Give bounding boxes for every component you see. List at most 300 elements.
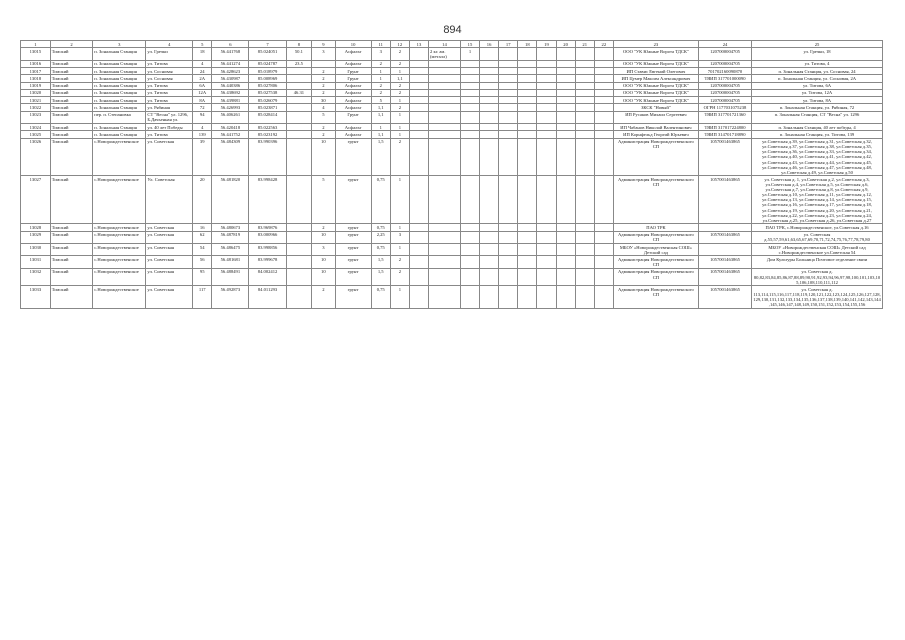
cell-id: 13020 <box>21 89 51 96</box>
cell-c12: 2 <box>390 268 409 285</box>
table-row <box>21 286 883 309</box>
cell-c11: 2 <box>371 60 390 67</box>
cell-lat: 56.430987 <box>212 75 249 82</box>
cell-c13 <box>409 75 428 82</box>
cell-house: 20 <box>193 176 212 224</box>
cell-empty <box>556 138 575 176</box>
cell-c12: 1 <box>390 124 409 131</box>
cell-id: 13031 <box>21 256 51 268</box>
cell-empty <box>499 111 518 123</box>
cell-c12: 2 <box>390 89 409 96</box>
cell-inn: 1057001463865 <box>698 256 751 268</box>
cell-c14 <box>429 111 461 123</box>
cell-empty <box>556 82 575 89</box>
cell-inn: 1057001463865 <box>698 176 751 224</box>
column-number: 15 <box>460 41 479 48</box>
cell-id: 13016 <box>21 60 51 67</box>
cell-surface: Асфальт <box>335 104 371 111</box>
column-number: 24 <box>698 41 751 48</box>
cell-id: 13030 <box>21 244 51 256</box>
table-row <box>21 67 883 74</box>
table-row <box>21 176 883 224</box>
cell-street: ул. Титова <box>146 82 193 89</box>
cell-id: 13022 <box>21 104 51 111</box>
cell-note: ул. Советская д.55,57,59,61,63,65,67,69,70,71,72,74,75,76,77,78,79,80 <box>752 231 883 243</box>
cell-c11: 1,1 <box>371 111 390 123</box>
cell-surface: грунт <box>335 256 371 268</box>
cell-c14 <box>429 256 461 268</box>
cell-lat: 56.488491 <box>212 268 249 285</box>
cell-empty <box>499 224 518 231</box>
cell-empty <box>537 176 556 224</box>
cell-empty <box>537 138 556 176</box>
cell-owner: ПАО ТРК <box>613 224 698 231</box>
cell-c13 <box>409 224 428 231</box>
table-row <box>21 111 883 123</box>
cell-district: Томский <box>50 256 93 268</box>
cell-c11: 1 <box>371 67 390 74</box>
cell-lat: 56.481681 <box>212 256 249 268</box>
cell-c14: 2 кг. ам. (металл) <box>429 48 461 60</box>
cell-lat: 56.426993 <box>212 104 249 111</box>
cell-inn: 1207000004705 <box>698 89 751 96</box>
cell-c11: 2 <box>371 89 390 96</box>
cell-mid: 3 <box>312 244 335 256</box>
cell-empty <box>537 224 556 231</box>
cell-mid: 5 <box>312 176 335 224</box>
cell-empty <box>575 89 594 96</box>
cell-empty <box>480 67 499 74</box>
cell-area <box>286 268 312 285</box>
cell-settlement: п. Зональная Станция <box>93 89 146 96</box>
cell-settlement: с.Новорождественское <box>93 286 146 309</box>
table-row <box>21 48 883 60</box>
cell-empty <box>480 124 499 131</box>
cell-empty <box>556 268 575 285</box>
cell-area <box>286 256 312 268</box>
cell-mid: 10 <box>312 138 335 176</box>
cell-c14 <box>429 97 461 104</box>
cell-empty <box>594 256 613 268</box>
cell-surface: грунт <box>335 231 371 243</box>
cell-c13 <box>409 256 428 268</box>
cell-empty <box>537 67 556 74</box>
cell-mid: 2 <box>312 124 335 131</box>
cell-empty <box>556 111 575 123</box>
cell-empty <box>499 138 518 176</box>
table-row <box>21 256 883 268</box>
cell-street: ул. Титова <box>146 60 193 67</box>
cell-inn <box>698 244 751 256</box>
cell-house: 16 <box>193 224 212 231</box>
column-number: 21 <box>575 41 594 48</box>
cell-empty <box>575 82 594 89</box>
cell-empty <box>575 104 594 111</box>
cell-owner: ИП Русаков Михаил Сергеевич <box>613 111 698 123</box>
cell-area: 46.31 <box>286 89 312 96</box>
cell-lon: 84.002412 <box>249 268 286 285</box>
cell-note: п. Зональная Станция, 40 лет победы, 4 <box>752 124 883 131</box>
column-number: 11 <box>371 41 390 48</box>
cell-c14 <box>429 104 461 111</box>
cell-lon: 83.999678 <box>249 256 286 268</box>
cell-surface: грунт <box>335 224 371 231</box>
column-number: 19 <box>537 41 556 48</box>
cell-inn: 1057001463865 <box>698 268 751 285</box>
cell-empty <box>499 124 518 131</box>
cell-mid: 2 <box>312 67 335 74</box>
cell-c13 <box>409 286 428 309</box>
cell-id: 13019 <box>21 82 51 89</box>
cell-empty <box>499 131 518 138</box>
cell-empty <box>518 111 537 123</box>
column-number: 13 <box>409 41 428 48</box>
cell-district: Томский <box>50 111 93 123</box>
cell-surface: Грунт <box>335 67 371 74</box>
column-number: 2 <box>50 41 93 48</box>
cell-lat: 56.441752 <box>212 131 249 138</box>
cell-empty <box>575 268 594 285</box>
cell-area <box>286 231 312 243</box>
column-number: 17 <box>499 41 518 48</box>
cell-note: ул. Гречки, 18 <box>752 48 883 60</box>
table-row <box>21 268 883 285</box>
cell-lon: 85.027538 <box>249 89 286 96</box>
cell-empty <box>556 89 575 96</box>
cell-owner: Администрация Новорождественского СП <box>613 256 698 268</box>
cell-area <box>286 104 312 111</box>
cell-id: 13017 <box>21 67 51 74</box>
column-number: 5 <box>193 41 212 48</box>
cell-c11: 3 <box>371 48 390 60</box>
column-number: 10 <box>335 41 371 48</box>
cell-c11: 1 <box>371 75 390 82</box>
cell-c13 <box>409 48 428 60</box>
cell-settlement: с.Новорождественское <box>93 268 146 285</box>
cell-id: 13028 <box>21 224 51 231</box>
cell-owner: ИП Цумер Максим Александрович <box>613 75 698 82</box>
cell-empty <box>594 124 613 131</box>
cell-house: 4 <box>193 124 212 131</box>
cell-c11: 1,5 <box>371 256 390 268</box>
cell-empty <box>518 97 537 104</box>
cell-empty <box>480 75 499 82</box>
cell-c15 <box>460 231 479 243</box>
cell-c12: 1 <box>390 176 409 224</box>
cell-empty <box>499 176 518 224</box>
cell-surface: Асфальт <box>335 124 371 131</box>
cell-mid: 10 <box>312 256 335 268</box>
cell-empty <box>518 244 537 256</box>
cell-empty <box>594 60 613 67</box>
cell-empty <box>480 111 499 123</box>
cell-owner: Администрация Новорождественского СП <box>613 176 698 224</box>
cell-c13 <box>409 89 428 96</box>
table-row <box>21 82 883 89</box>
cell-lat: 56.440386 <box>212 82 249 89</box>
cell-empty <box>594 231 613 243</box>
cell-empty <box>480 89 499 96</box>
cell-empty <box>594 104 613 111</box>
cell-district: Томский <box>50 244 93 256</box>
cell-settlement: с.Новорождественское <box>93 224 146 231</box>
cell-inn: 1057001463865 <box>698 286 751 309</box>
cell-inn: ТЯИП 317017224800 <box>698 124 751 131</box>
cell-c11: 1,5 <box>371 138 390 176</box>
cell-inn: 1207000004705 <box>698 97 751 104</box>
cell-empty <box>480 224 499 231</box>
cell-c13 <box>409 131 428 138</box>
cell-area <box>286 67 312 74</box>
cell-area <box>286 111 312 123</box>
cell-id: 13026 <box>21 138 51 176</box>
cell-surface: Грунт <box>335 111 371 123</box>
cell-lon: 85.023871 <box>249 104 286 111</box>
cell-c12: 1 <box>390 244 409 256</box>
cell-house: 2А <box>193 75 212 82</box>
cell-empty <box>594 286 613 309</box>
cell-house: 95 <box>193 268 212 285</box>
cell-note: п. Зональная Станция, ул. Сосновая, 24 <box>752 67 883 74</box>
cell-empty <box>518 224 537 231</box>
cell-empty <box>575 224 594 231</box>
cell-inn: 1207000004705 <box>698 60 751 67</box>
cell-lat: 56.487819 <box>212 231 249 243</box>
cell-empty <box>518 82 537 89</box>
cell-c14 <box>429 75 461 82</box>
cell-c12: 1 <box>390 97 409 104</box>
cell-note: ул. Советская д. 113,114,115,116,117,118,119,120,121,122,123,124,125,126,127,128,129,130,131,132,133,134,135,136,137,138,139,140,141,142,143,144,145,146,147,148,149,150,151,152,153,154,155,156 <box>753 286 881 308</box>
cell-empty <box>537 286 556 309</box>
cell-c11: 0,75 <box>371 244 390 256</box>
cell-empty <box>594 97 613 104</box>
cell-owner: Администрация Новорождественского СП <box>613 268 698 285</box>
cell-empty <box>518 176 537 224</box>
cell-note: ул. Титова, 4 <box>752 60 883 67</box>
cell-lon: 84.011293 <box>249 286 286 309</box>
cell-lon: 85.024051 <box>249 48 286 60</box>
cell-c14 <box>429 131 461 138</box>
cell-empty <box>594 111 613 123</box>
cell-c12: 2 <box>390 256 409 268</box>
cell-empty <box>537 268 556 285</box>
cell-district: Томский <box>50 224 93 231</box>
cell-note: ул. Советская д. 80,82,83,84,85,86,87,88,89,90,91,92,93,94,96,97,98,100,101,103,105,106,108,110,111,112 <box>752 268 883 285</box>
cell-empty <box>518 131 537 138</box>
column-number: 25 <box>752 41 883 48</box>
cell-c14 <box>429 268 461 285</box>
cell-empty <box>499 67 518 74</box>
cell-area <box>286 97 312 104</box>
cell-note: п. Зональная Станция, ул. Сосновая, 2А <box>752 75 883 82</box>
cell-c13 <box>409 97 428 104</box>
cell-empty <box>518 231 537 243</box>
cell-empty <box>575 231 594 243</box>
cell-street: ул. Советская <box>146 256 193 268</box>
cell-empty <box>480 82 499 89</box>
cell-inn <box>698 224 751 231</box>
cell-street: ул. Советская <box>146 244 193 256</box>
cell-empty <box>537 111 556 123</box>
cell-lat: 56.441274 <box>212 60 249 67</box>
cell-c13 <box>409 60 428 67</box>
cell-empty <box>537 244 556 256</box>
cell-area <box>286 131 312 138</box>
cell-empty <box>499 75 518 82</box>
cell-c13 <box>409 82 428 89</box>
cell-lon: 85.027806 <box>249 82 286 89</box>
column-number: 3 <box>93 41 146 48</box>
column-number: 12 <box>390 41 409 48</box>
cell-street: ул. Рябиная <box>146 104 193 111</box>
cell-c14 <box>429 231 461 243</box>
cell-note: ул. Титова, 12А <box>752 89 883 96</box>
cell-c14 <box>429 67 461 74</box>
cell-c11: 0,75 <box>371 286 390 309</box>
cell-mid: 2 <box>312 131 335 138</box>
cell-house: 39 <box>193 138 212 176</box>
cell-c11: 1,1 <box>371 131 390 138</box>
cell-settlement: п. Зональная Станция <box>93 48 146 60</box>
cell-area <box>286 82 312 89</box>
cell-empty <box>499 286 518 309</box>
cell-c12: 2 <box>390 60 409 67</box>
cell-district: Томский <box>50 67 93 74</box>
cell-area: 50.1 <box>286 48 312 60</box>
cell-empty <box>518 48 537 60</box>
cell-mid: 5 <box>312 111 335 123</box>
cell-street: СТ "Весна" ул. 1296, Б.Дачьенная ул. <box>146 111 193 123</box>
cell-district: Томский <box>50 231 93 243</box>
cell-mid: 2 <box>312 89 335 96</box>
cell-surface: Асфальт <box>335 89 371 96</box>
cell-note: п. Зональная Станция, ул. Титова, 139 <box>752 131 883 138</box>
cell-empty <box>594 138 613 176</box>
cell-settlement: с.Новорождественское <box>93 138 146 176</box>
cell-empty <box>499 231 518 243</box>
cell-c14 <box>429 60 461 67</box>
cell-c15 <box>460 176 479 224</box>
cell-c14 <box>429 176 461 224</box>
cell-inn: ОГРН 1177031075238 <box>698 104 751 111</box>
cell-c14 <box>429 124 461 131</box>
cell-settlement: п. Зональная Станция <box>93 60 146 67</box>
cell-owner: Администрация Новорождественского СП <box>613 231 698 243</box>
cell-street: Ул. Советская <box>146 176 193 224</box>
cell-c11: 1,1 <box>371 104 390 111</box>
cell-street: ул. Советская <box>146 224 193 231</box>
column-number: 6 <box>212 41 249 48</box>
cell-lon: 83.998428 <box>249 176 286 224</box>
cell-c13 <box>409 244 428 256</box>
cell-surface: Асфальт <box>335 97 371 104</box>
cell-surface: Грунт <box>335 75 371 82</box>
cell-house: 72 <box>193 104 212 111</box>
cell-lon: 85.026079 <box>249 97 286 104</box>
cell-empty <box>537 256 556 268</box>
cell-lat: 56.441768 <box>212 48 249 60</box>
cell-district: Томский <box>50 60 93 67</box>
cell-c12: 2 <box>390 48 409 60</box>
cell-house: 94 <box>193 111 212 123</box>
cell-empty <box>575 138 594 176</box>
cell-mid: 2 <box>312 224 335 231</box>
cell-id: 13015 <box>21 48 51 60</box>
cell-empty <box>537 89 556 96</box>
column-number: 8 <box>286 41 312 48</box>
cell-lat: 56.480673 <box>212 224 249 231</box>
cell-house: 18 <box>193 48 212 60</box>
cell-lat: 56.428623 <box>212 67 249 74</box>
cell-empty <box>480 286 499 309</box>
cell-inn: 1207000004705 <box>698 48 751 60</box>
cell-c15 <box>460 67 479 74</box>
cell-empty <box>518 268 537 285</box>
cell-id: 13021 <box>21 97 51 104</box>
cell-id: 13032 <box>21 268 51 285</box>
cell-surface: Асфальт <box>335 82 371 89</box>
cell-note: п. Зональная Станция, ул. Рябиная, 72 <box>752 104 883 111</box>
column-number: 23 <box>613 41 698 48</box>
cell-area <box>286 244 312 256</box>
column-number: 7 <box>249 41 286 48</box>
cell-empty <box>518 104 537 111</box>
cell-c11: 2 <box>371 82 390 89</box>
cell-empty <box>575 256 594 268</box>
cell-empty <box>594 75 613 82</box>
column-number: 4 <box>146 41 193 48</box>
cell-mid <box>312 60 335 67</box>
cell-house: 56 <box>193 256 212 268</box>
cell-c15 <box>460 60 479 67</box>
cell-c15 <box>460 286 479 309</box>
cell-empty <box>575 97 594 104</box>
cell-house: 6А <box>193 82 212 89</box>
cell-area <box>286 138 312 176</box>
table-row <box>21 124 883 131</box>
cell-c15 <box>460 224 479 231</box>
cell-c11: 1 <box>371 124 390 131</box>
cell-empty <box>594 244 613 256</box>
cell-house: 139 <box>193 131 212 138</box>
cell-lon: 83.000966 <box>249 231 286 243</box>
table-row <box>21 231 883 243</box>
cell-settlement: п. Зональная Станция <box>93 124 146 131</box>
cell-empty <box>518 256 537 268</box>
cell-area <box>286 286 312 309</box>
cell-settlement: с.Новорождественское <box>93 176 146 224</box>
cell-street: ул. Титова <box>146 89 193 96</box>
cell-inn: 701702160090870 <box>698 67 751 74</box>
cell-house: 54 <box>193 244 212 256</box>
cell-c12: 2 <box>390 138 409 176</box>
cell-empty <box>575 124 594 131</box>
cell-id: 13029 <box>21 231 51 243</box>
cell-owner: Администрация Новорождественского СП <box>613 286 698 309</box>
cell-c15 <box>460 82 479 89</box>
cell-empty <box>499 48 518 60</box>
cell-empty <box>518 138 537 176</box>
cell-empty <box>480 256 499 268</box>
cell-id: 13024 <box>21 124 51 131</box>
cell-empty <box>537 97 556 104</box>
cell-c13 <box>409 138 428 176</box>
cell-empty <box>575 67 594 74</box>
cell-street: ул. Сосновая <box>146 67 193 74</box>
table-row <box>21 131 883 138</box>
cell-c11: 0,75 <box>371 176 390 224</box>
cell-district: Томский <box>50 89 93 96</box>
